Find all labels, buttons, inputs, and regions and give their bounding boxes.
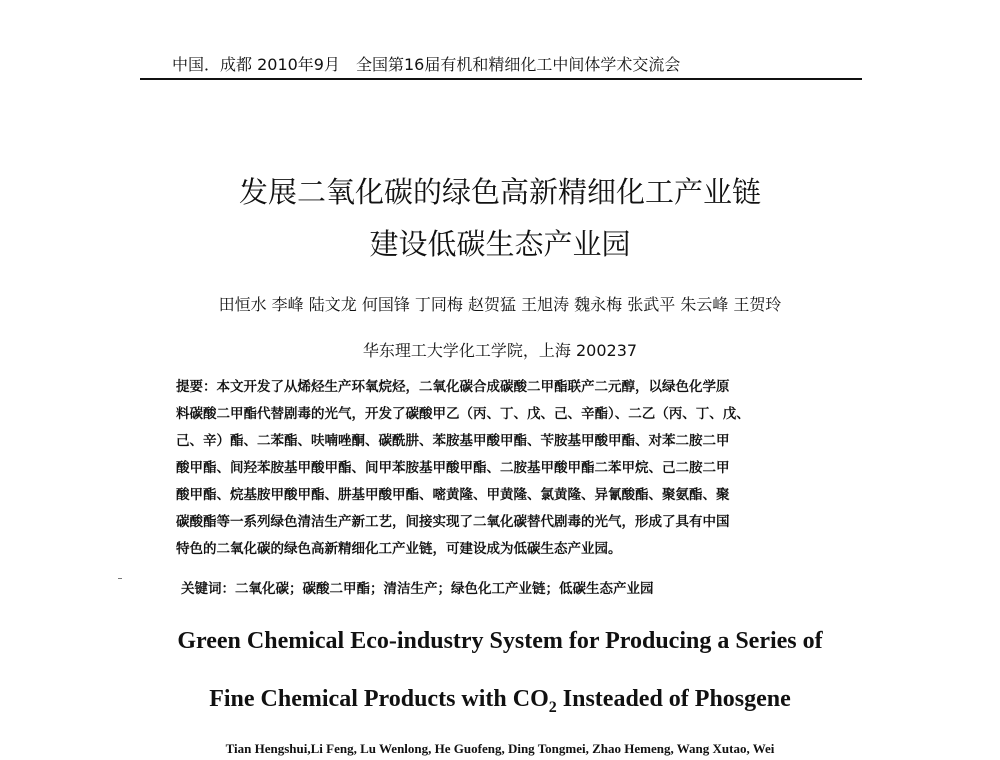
abstract-line: 酸甲酯、间羟苯胺基甲酸甲酯、间甲苯胺基甲酸甲酯、二胺基甲酸甲酯二苯甲烷、己二胺二甲	[176, 460, 730, 476]
abstract	[176, 374, 750, 563]
header-rule	[140, 78, 862, 80]
affiliation: 华东理工大学化工学院，上海 200237	[362, 341, 638, 360]
english-title-subscript: 2	[548, 698, 557, 716]
english-title-post: Insteaded of Phosgene	[556, 686, 791, 712]
abstract-line: 碳酸酯等一系列绿色清洁生产新工艺，间接实现了二氧化碳替代剧毒的光气，形成了具有中国	[176, 514, 730, 530]
running-header: 中国．成都 2010年9月 全国第16届有机和精细化工中间体学术交流会	[172, 55, 681, 74]
abstract-line: 提要：本文开发了从烯烃生产环氧烷烃，二氧化碳合成碳酸二甲酯联产二元醇，以绿色化学原	[176, 379, 730, 395]
keywords: 关键词：二氧化碳；碳酸二甲酯；清洁生产；绿色化工产业链；低碳生态产业园	[181, 581, 654, 597]
english-authors: Tian Hengshui,Li Feng, Lu Wenlong, He Guofeng, Ding Tongmei, Zhao Hemeng, Wang Xutao, Wei	[225, 741, 775, 756]
title-line-2: 建设低碳生态产业园	[369, 227, 631, 261]
abstract-line: 酸甲酯、烷基胺甲酸甲酯、肼基甲酸甲酯、嘧黄隆、甲黄隆、氯黄隆、异氰酸酯、聚氨酯、聚	[176, 487, 730, 503]
abstract-line: 特色的二氧化碳的绿色高新精细化工产业链，可建设成为低碳生态产业园。	[176, 541, 622, 557]
abstract-line: 己、辛）酯、二苯酯、呋喃唑酮、碳酰肼、苯胺基甲酸甲酯、苄胺基甲酸甲酯、对苯二胺二甲	[176, 433, 730, 449]
authors: 田恒水 李峰 陆文龙 何国锋 丁同梅 赵贺猛 王旭涛 魏永梅 张武平 朱云峰 王贺玲	[218, 295, 782, 314]
english-title-line-2	[0, 686, 1000, 717]
scan-mark	[118, 578, 122, 579]
abstract-line: 料碳酸二甲酯代替剧毒的光气，开发了碳酸甲乙（丙、丁、戊、己、辛酯）、二乙（丙、丁、戊、	[176, 406, 750, 422]
english-title-line-1: Green Chemical Eco-industry System for Producing a Series of	[177, 628, 823, 654]
english-title-pre: Fine Chemical Products with CO	[209, 686, 549, 712]
title-line-1: 发展二氧化碳的绿色高新精细化工产业链	[238, 175, 761, 209]
